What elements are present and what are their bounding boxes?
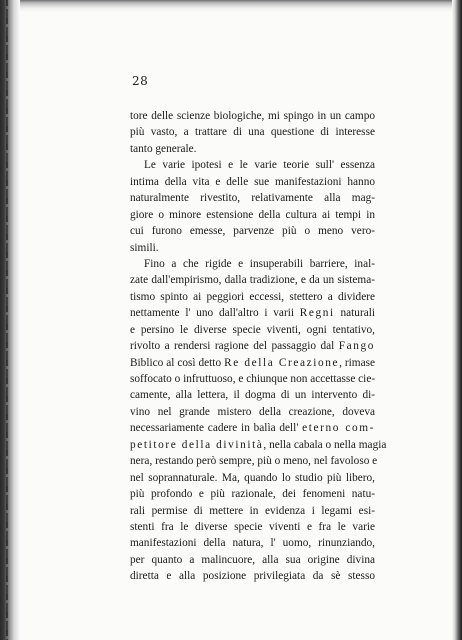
text-line: per quanto a malincuore, alla sua origine divina xyxy=(130,553,375,566)
text-line: stenti fra le diverse specie viventi e fra le varie xyxy=(130,520,375,533)
text-line: vino nel grande mistero della creazione, doveva xyxy=(130,405,375,418)
text-line: tore delle scienze biologiche, mi spingo in un campo xyxy=(130,110,375,122)
text-line: camente, alla lettera, il dogma di un intervento di- xyxy=(130,389,375,402)
spaced-emphasis: eterno com- xyxy=(302,422,375,435)
text-line: Le varie ipotesi e le varie teorie sull' essenza xyxy=(144,159,375,172)
text-line: rivolto a rendersi ragione del passaggio dal Fango xyxy=(130,340,375,353)
spaced-emphasis: petitore della divinità xyxy=(130,438,264,451)
page-binding-edge xyxy=(0,0,20,640)
spaced-emphasis: Regni xyxy=(299,307,335,320)
text-line: soffocato o infruttuoso, e chiunque non accettasse cie- xyxy=(130,373,376,385)
text-line: tismo spinto ai peggiori eccessi, stettero a dividere xyxy=(130,290,375,303)
body-text xyxy=(130,108,387,585)
text-line: necessariamente cadere in balìa dell' eterno com- xyxy=(130,422,375,435)
spaced-emphasis: Re della Creazione xyxy=(224,356,340,369)
text-line: più vasto, a trattare di una questione di interesse xyxy=(130,126,375,139)
text-line: rali permise di mettere in evidenza i legami esi- xyxy=(130,504,375,517)
text-line: manifestazioni della natura, l' uomo, rinunziando, xyxy=(130,537,375,550)
text-line: diretta e alla posizione privilegiata da sè stesso xyxy=(130,570,375,583)
text-line: petitore della divinità, nella cabala o nella magia xyxy=(130,438,387,451)
text-line: zate dall'empirismo, dalla tradizione, e da un sistema- xyxy=(130,274,375,287)
text-line: più profondo e più razionale, dei fenomeni natu- xyxy=(130,488,375,501)
page-right-edge xyxy=(452,0,462,640)
text-line: cui furono emesse, parvenze più o meno vero- xyxy=(130,225,375,238)
text-line: Biblico al così detto Re della Creazione, rimase xyxy=(130,356,375,369)
text-line: simili. xyxy=(130,241,159,254)
text-line: giore o minore estensione della cultura ai tempi in xyxy=(130,208,375,221)
text-line: intima della vita e delle sue manifestazioni hanno xyxy=(130,175,375,188)
page-number: 28 xyxy=(132,74,149,88)
text-line: nera, restando però sempre, più o meno, nel favoloso e xyxy=(130,455,378,468)
text-line: naturalmente rivestito, relativamente alla mag- xyxy=(130,192,375,205)
page-top-edge xyxy=(20,0,462,12)
text-line: tanto generale. xyxy=(130,142,197,155)
spaced-emphasis: Fango xyxy=(338,340,375,353)
text-line: nettamente l' uno dall'altro i varii Regni naturali xyxy=(130,307,376,320)
text-line: e persino le diverse specie viventi, ogni tentativo, xyxy=(130,323,375,336)
text-line: nel soprannaturale. Ma, quando lo studio più libero, xyxy=(130,471,375,484)
text-line: Fino a che rigide e insuperabili barriere, inal- xyxy=(144,257,375,270)
